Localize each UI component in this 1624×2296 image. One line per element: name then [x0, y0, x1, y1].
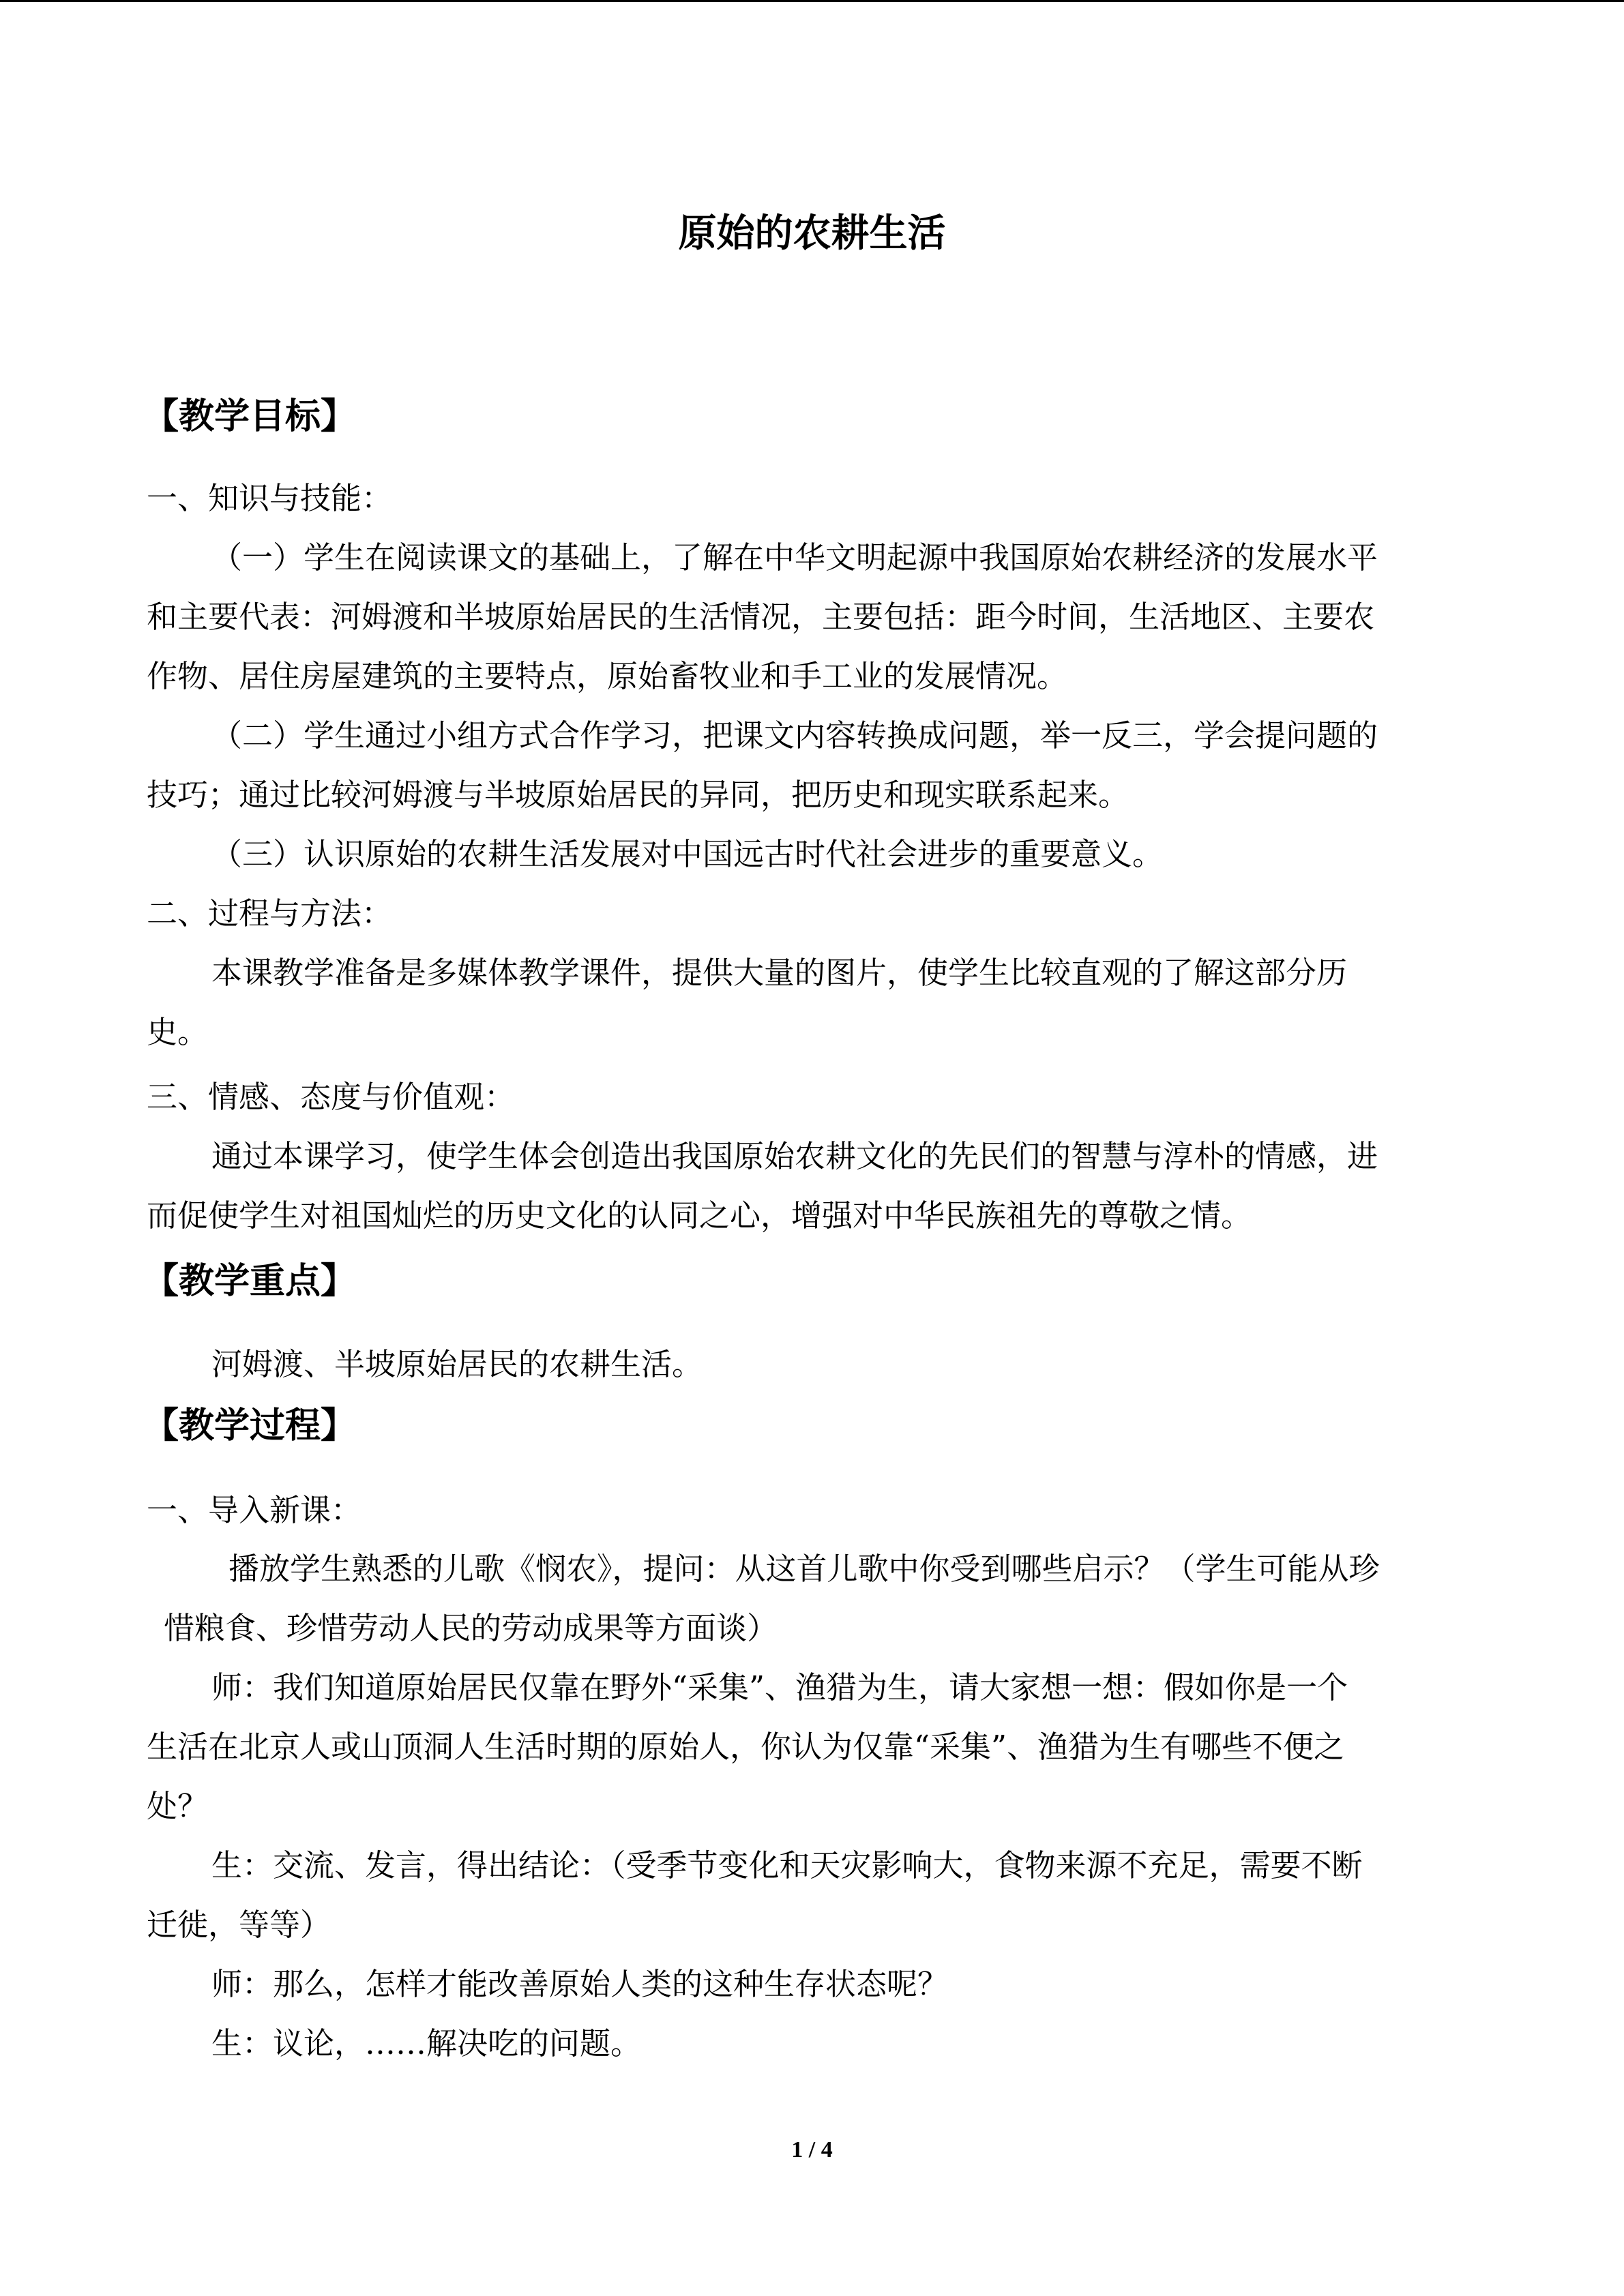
paragraph-line: 师：那么，怎样才能改善原始人类的这种生存状态呢？ — [211, 1966, 949, 2002]
paragraph-line: （一）学生在阅读课文的基础上，了解在中华文明起源中我国原始农耕经济的发展水平 — [211, 539, 1378, 576]
paragraph-line: 作物、居住房屋建筑的主要特点，原始畜牧业和手工业的发展情况。 — [147, 658, 1068, 694]
knowledge-heading: 一、知识与技能： — [147, 480, 393, 516]
section-heading-process: 【教学过程】 — [143, 1405, 357, 1446]
document-title: 原始的农耕生活 — [678, 211, 946, 256]
paragraph-line: 处？ — [147, 1788, 209, 1824]
paragraph-line: 生活在北京人或山顶洞人生活时期的原始人，你认为仅靠“采集”、渔猎为生有哪些不便之 — [147, 1729, 1345, 1765]
paragraph-line: （二）学生通过小组方式合作学习，把课文内容转换成问题，举一反三，学会提问题的 — [211, 717, 1378, 754]
paragraph-line: 惜粮食、珍惜劳动人民的劳动成果等方面谈） — [164, 1610, 778, 1646]
paragraph-line: （三）认识原始的农耕生活发展对中国远古时代社会进步的重要意义。 — [211, 836, 1164, 872]
paragraph-line: 生：议论，……解决吃的问题。 — [211, 2025, 642, 2061]
paragraph-line: 而促使学生对祖国灿烂的历史文化的认同之心，增强对中华民族祖先的尊敬之情。 — [147, 1197, 1252, 1234]
section-heading-goals: 【教学目标】 — [143, 396, 357, 437]
paragraph-line: 技巧；通过比较河姆渡与半坡原始居民的异同，把历史和现实联系起来。 — [147, 777, 1130, 813]
paragraph-line: 史。 — [147, 1014, 209, 1050]
paragraph-line: 播放学生熟悉的儿歌《悯农》，提问：从这首儿歌中你受到哪些启示？（学生可能从珍 — [228, 1551, 1380, 1587]
paragraph-line: 生：交流、发言，得出结论：（受季节变化和天灾影响大，食物来源不充足，需要不断 — [211, 1847, 1363, 1883]
process-method-heading: 二、过程与方法： — [147, 895, 393, 931]
values-heading: 三、情感、态度与价值观： — [147, 1079, 516, 1115]
section-heading-focus: 【教学重点】 — [143, 1261, 357, 1302]
paragraph-line: 通过本课学习，使学生体会创造出我国原始农耕文化的先民们的智慧与淳朴的情感，进 — [211, 1138, 1378, 1174]
paragraph-line: 河姆渡、半坡原始居民的农耕生活。 — [211, 1346, 703, 1382]
paragraph-line: 本课教学准备是多媒体教学课件，提供大量的图片，使学生比较直观的了解这部分历 — [211, 955, 1348, 991]
paragraph-line: 和主要代表：河姆渡和半坡原始居民的生活情况，主要包括：距今时间，生活地区、主要农 — [147, 599, 1375, 635]
intro-heading: 一、导入新课： — [147, 1492, 362, 1528]
page-number: 1 / 4 — [791, 2137, 833, 2162]
paragraph-line: 迁徙，等等） — [147, 1907, 331, 1943]
paragraph-line: 师：我们知道原始居民仅靠在野外“采集”、渔猎为生，请大家想一想：假如你是一个 — [211, 1669, 1348, 1705]
